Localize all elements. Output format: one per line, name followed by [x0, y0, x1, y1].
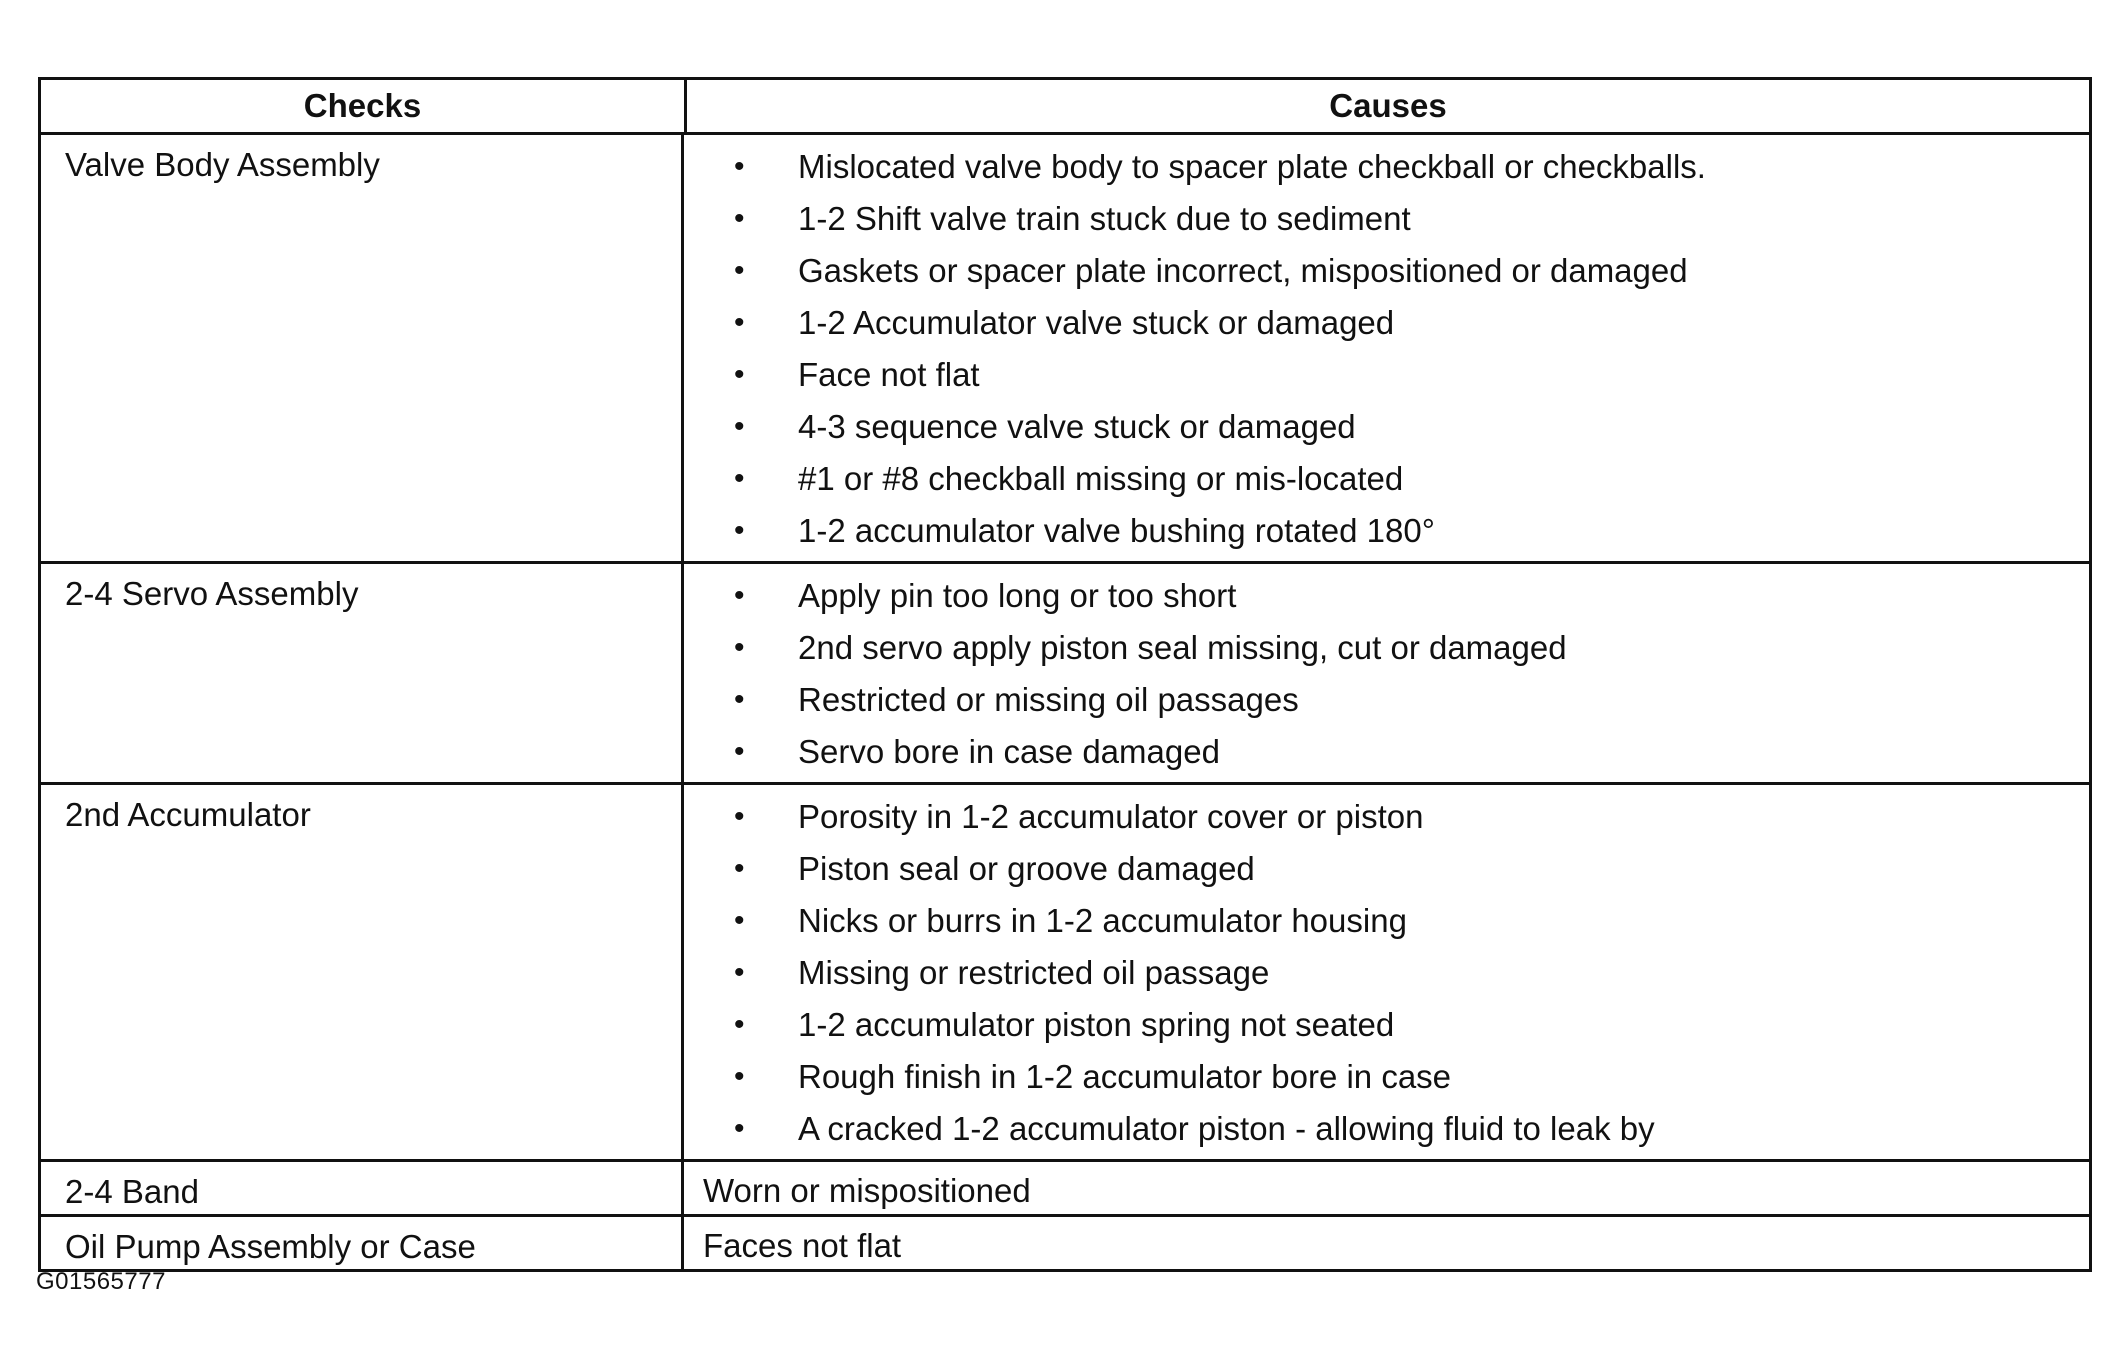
- cause-list-item: [684, 947, 2089, 999]
- cause-list-item: [684, 674, 2089, 726]
- cause-text: Servo bore in case damaged: [798, 733, 1220, 770]
- cause-list-item: [684, 1103, 2089, 1155]
- cause-text: 1-2 Shift valve train stuck due to sediment: [798, 200, 1411, 237]
- cause-text: Piston seal or groove damaged: [798, 850, 1255, 887]
- bullet-icon: •: [734, 1112, 745, 1145]
- header-causes: Causes: [1329, 87, 1447, 124]
- causes-cell: [684, 1162, 2089, 1214]
- cause-list-item: [684, 726, 2089, 778]
- bullet-icon: •: [734, 800, 745, 833]
- table-row: [41, 1162, 2089, 1217]
- cause-list-item: [684, 193, 2089, 245]
- bullet-icon: •: [734, 1008, 745, 1041]
- bullet-icon: •: [734, 1060, 745, 1093]
- causes-cell: [684, 1217, 2089, 1269]
- cause-text: #1 or #8 checkball missing or mis-located: [798, 460, 1404, 497]
- header-checks: Checks: [41, 80, 687, 132]
- cause-list-item: [684, 622, 2089, 674]
- bullet-icon: •: [734, 579, 745, 612]
- cause-text: A cracked 1-2 accumulator piston - allowing fluid to leak by: [798, 1110, 1655, 1147]
- cause-text: 2nd servo apply piston seal missing, cut or damaged: [798, 629, 1567, 666]
- cause-text: Gaskets or spacer plate incorrect, mispositioned or damaged: [798, 252, 1688, 289]
- cause-list-item: [684, 570, 2089, 622]
- cause-list-item: [684, 453, 2089, 505]
- bullet-icon: •: [734, 904, 745, 937]
- table-row: [41, 1217, 2089, 1269]
- check-cell: 2-4 Servo Assembly: [41, 564, 684, 782]
- bullet-icon: •: [734, 150, 745, 183]
- bullet-icon: •: [734, 956, 745, 989]
- cause-text: Worn or mispositioned: [703, 1172, 1031, 1209]
- check-cell: 2-4 Band: [41, 1162, 684, 1214]
- cause-list-item: [684, 505, 2089, 557]
- cause-text: Apply pin too long or too short: [798, 577, 1237, 614]
- checks-causes-table: [38, 77, 2092, 1272]
- cause-list-item: [684, 791, 2089, 843]
- check-cell: 2nd Accumulator: [41, 785, 684, 1159]
- cause-list-item: [684, 895, 2089, 947]
- cause-text: Nicks or burrs in 1-2 accumulator housing: [798, 902, 1407, 939]
- cause-text: Faces not flat: [703, 1227, 902, 1264]
- bullet-icon: •: [734, 254, 745, 287]
- cause-text: Mislocated valve body to spacer plate checkball or checkballs.: [798, 148, 1706, 185]
- bullet-icon: •: [734, 410, 745, 443]
- check-cell: Oil Pump Assembly or Case: [41, 1217, 684, 1269]
- table-row: [41, 785, 2089, 1162]
- bullet-icon: •: [734, 306, 745, 339]
- cause-list-item: [684, 1051, 2089, 1103]
- bullet-icon: •: [734, 631, 745, 664]
- causes-cell: [684, 135, 2089, 561]
- bullet-icon: •: [734, 358, 745, 391]
- cause-list-item: [684, 349, 2089, 401]
- check-cell: Valve Body Assembly: [41, 135, 684, 561]
- cause-text: Face not flat: [798, 356, 980, 393]
- cause-text: Missing or restricted oil passage: [798, 954, 1270, 991]
- cause-text: 1-2 accumulator piston spring not seated: [798, 1006, 1395, 1043]
- table-header-row: [41, 80, 2089, 135]
- cause-text: Porosity in 1-2 accumulator cover or piston: [798, 798, 1424, 835]
- bullet-icon: •: [734, 683, 745, 716]
- bullet-icon: •: [734, 514, 745, 547]
- cause-list-item: [684, 999, 2089, 1051]
- bullet-icon: •: [734, 202, 745, 235]
- table-row: [41, 564, 2089, 785]
- cause-text: 1-2 Accumulator valve stuck or damaged: [798, 304, 1395, 341]
- cause-text: Restricted or missing oil passages: [798, 681, 1299, 718]
- table-body: [41, 135, 2089, 1269]
- cause-text: 4-3 sequence valve stuck or damaged: [798, 408, 1356, 445]
- cause-text: 1-2 accumulator valve bushing rotated 180°: [798, 512, 1435, 549]
- table-row: [41, 135, 2089, 564]
- causes-cell: [684, 785, 2089, 1159]
- bullet-icon: •: [734, 462, 745, 495]
- cause-list-item: [684, 245, 2089, 297]
- bullet-icon: •: [734, 735, 745, 768]
- cause-list-item: [684, 843, 2089, 895]
- cause-list-item: [684, 297, 2089, 349]
- cause-list-item: [684, 141, 2089, 193]
- figure-id-label: G01565777: [36, 1268, 166, 1295]
- cause-list-item: [684, 401, 2089, 453]
- causes-cell: [684, 564, 2089, 782]
- cause-text: Rough finish in 1-2 accumulator bore in case: [798, 1058, 1452, 1095]
- bullet-icon: •: [734, 852, 745, 885]
